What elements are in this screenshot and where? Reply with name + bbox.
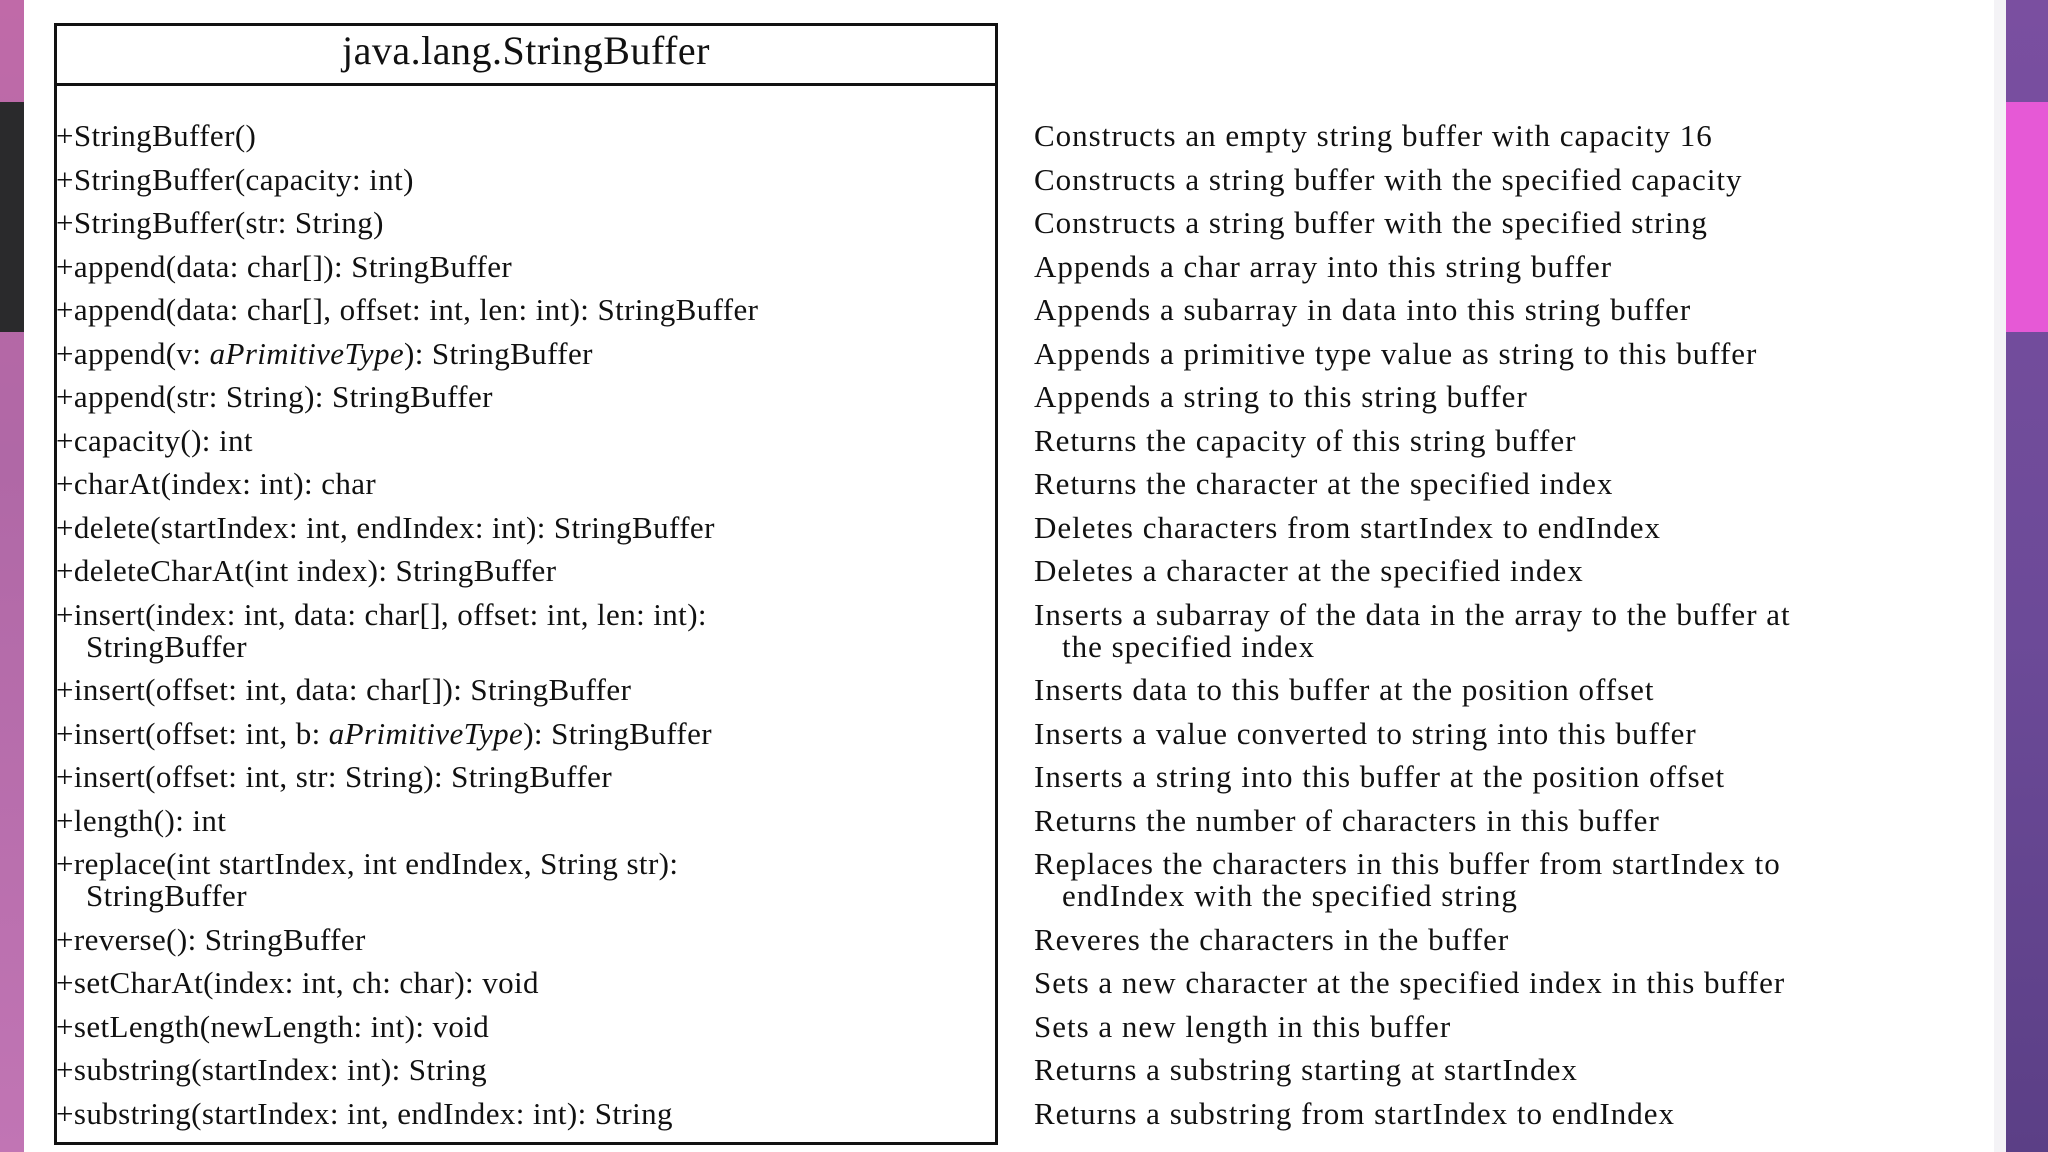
method-signature-line: +insert(index: int, data: char[], offset: int, len: int): bbox=[56, 597, 707, 632]
method-description: Returns the capacity of this string buffer bbox=[1034, 423, 1577, 458]
method-description: Appends a primitive type value as string to this buffer bbox=[1034, 336, 1758, 371]
method-signature: +reverse(): StringBuffer bbox=[56, 922, 366, 957]
method-description: Returns the character at the specified index bbox=[1034, 466, 1614, 501]
method-signature-part: +insert(offset: int, b: bbox=[56, 716, 329, 751]
method-description-continuation: the specified index bbox=[1062, 629, 1316, 664]
method-description: Returns a substring from startIndex to endIndex bbox=[1034, 1096, 1676, 1131]
method-signature-part: ): StringBuffer bbox=[523, 716, 713, 751]
uml-divider bbox=[57, 83, 997, 86]
method-signature: +setLength(newLength: int): void bbox=[56, 1009, 490, 1044]
method-description: Constructs a string buffer with the specified string bbox=[1034, 205, 1708, 240]
method-description: Deletes a character at the specified index bbox=[1034, 553, 1584, 588]
method-description: Inserts a value converted to string into this buffer bbox=[1034, 716, 1697, 751]
method-signature-continuation: StringBuffer bbox=[86, 629, 247, 664]
method-description: Sets a new length in this buffer bbox=[1034, 1009, 1452, 1044]
method-description-continuation: endIndex with the specified string bbox=[1062, 878, 1518, 913]
method-description: Appends a subarray in data into this string buffer bbox=[1034, 292, 1692, 327]
method-description bbox=[1034, 599, 1791, 663]
method-signature bbox=[56, 338, 593, 370]
method-signature: +length(): int bbox=[56, 803, 227, 838]
method-signature: +insert(offset: int, data: char[]): StringBuffer bbox=[56, 672, 632, 707]
method-signature-line: +replace(int startIndex, int endIndex, String str): bbox=[56, 846, 679, 881]
method-signature-continuation: StringBuffer bbox=[86, 878, 247, 913]
uml-class-name: java.lang.StringBuffer bbox=[342, 28, 710, 73]
method-signature: +append(data: char[], offset: int, len: int): StringBuffer bbox=[56, 292, 759, 327]
method-description: Appends a char array into this string buffer bbox=[1034, 249, 1613, 284]
method-signature: +append(data: char[]): StringBuffer bbox=[56, 249, 513, 284]
method-signature: +StringBuffer(str: String) bbox=[56, 205, 384, 240]
method-signature bbox=[56, 718, 712, 750]
method-signature: +insert(offset: int, str: String): StringBuffer bbox=[56, 759, 613, 794]
method-signature-part: +append(v: bbox=[56, 336, 210, 371]
method-signature: +substring(startIndex: int, endIndex: int): String bbox=[56, 1096, 673, 1131]
method-signature: +delete(startIndex: int, endIndex: int): StringBuffer bbox=[56, 510, 715, 545]
method-signature: +capacity(): int bbox=[56, 423, 253, 458]
method-signature: +StringBuffer() bbox=[56, 118, 257, 153]
method-description: Reveres the characters in the buffer bbox=[1034, 922, 1510, 957]
method-description: Returns the number of characters in this buffer bbox=[1034, 803, 1660, 838]
method-signature: +deleteCharAt(int index): StringBuffer bbox=[56, 553, 557, 588]
method-description bbox=[1034, 848, 1781, 912]
method-signature: +substring(startIndex: int): String bbox=[56, 1052, 488, 1087]
method-description: Inserts data to this buffer at the position offset bbox=[1034, 672, 1655, 707]
method-description: Constructs a string buffer with the specified capacity bbox=[1034, 162, 1743, 197]
method-description-line: Replaces the characters in this buffer from startIndex to bbox=[1034, 846, 1781, 881]
method-description: Appends a string to this string buffer bbox=[1034, 379, 1528, 414]
slide-right-inner-strip bbox=[1994, 0, 2006, 1152]
slide-left-edge-band bbox=[0, 102, 24, 332]
method-description: Sets a new character at the specified index in this buffer bbox=[1034, 965, 1786, 1000]
method-signature: +setCharAt(index: int, ch: char): void bbox=[56, 965, 539, 1000]
method-description: Deletes characters from startIndex to endIndex bbox=[1034, 510, 1661, 545]
method-signature-type: aPrimitiveType bbox=[209, 336, 405, 371]
method-description: Returns a substring starting at startIndex bbox=[1034, 1052, 1578, 1087]
method-signature bbox=[56, 599, 707, 663]
method-signature: +charAt(index: int): char bbox=[56, 466, 377, 501]
method-signature-type: aPrimitiveType bbox=[328, 716, 524, 751]
method-signature-part: ): StringBuffer bbox=[404, 336, 593, 371]
method-description: Inserts a string into this buffer at the position offset bbox=[1034, 759, 1726, 794]
method-signature bbox=[56, 848, 678, 912]
method-description: Constructs an empty string buffer with capacity 16 bbox=[1034, 118, 1713, 153]
slide-right-edge-accent bbox=[2006, 102, 2048, 332]
method-signature: +StringBuffer(capacity: int) bbox=[56, 162, 414, 197]
method-description-line: Inserts a subarray of the data in the array to the buffer at bbox=[1034, 597, 1791, 632]
method-signature: +append(str: String): StringBuffer bbox=[56, 379, 493, 414]
